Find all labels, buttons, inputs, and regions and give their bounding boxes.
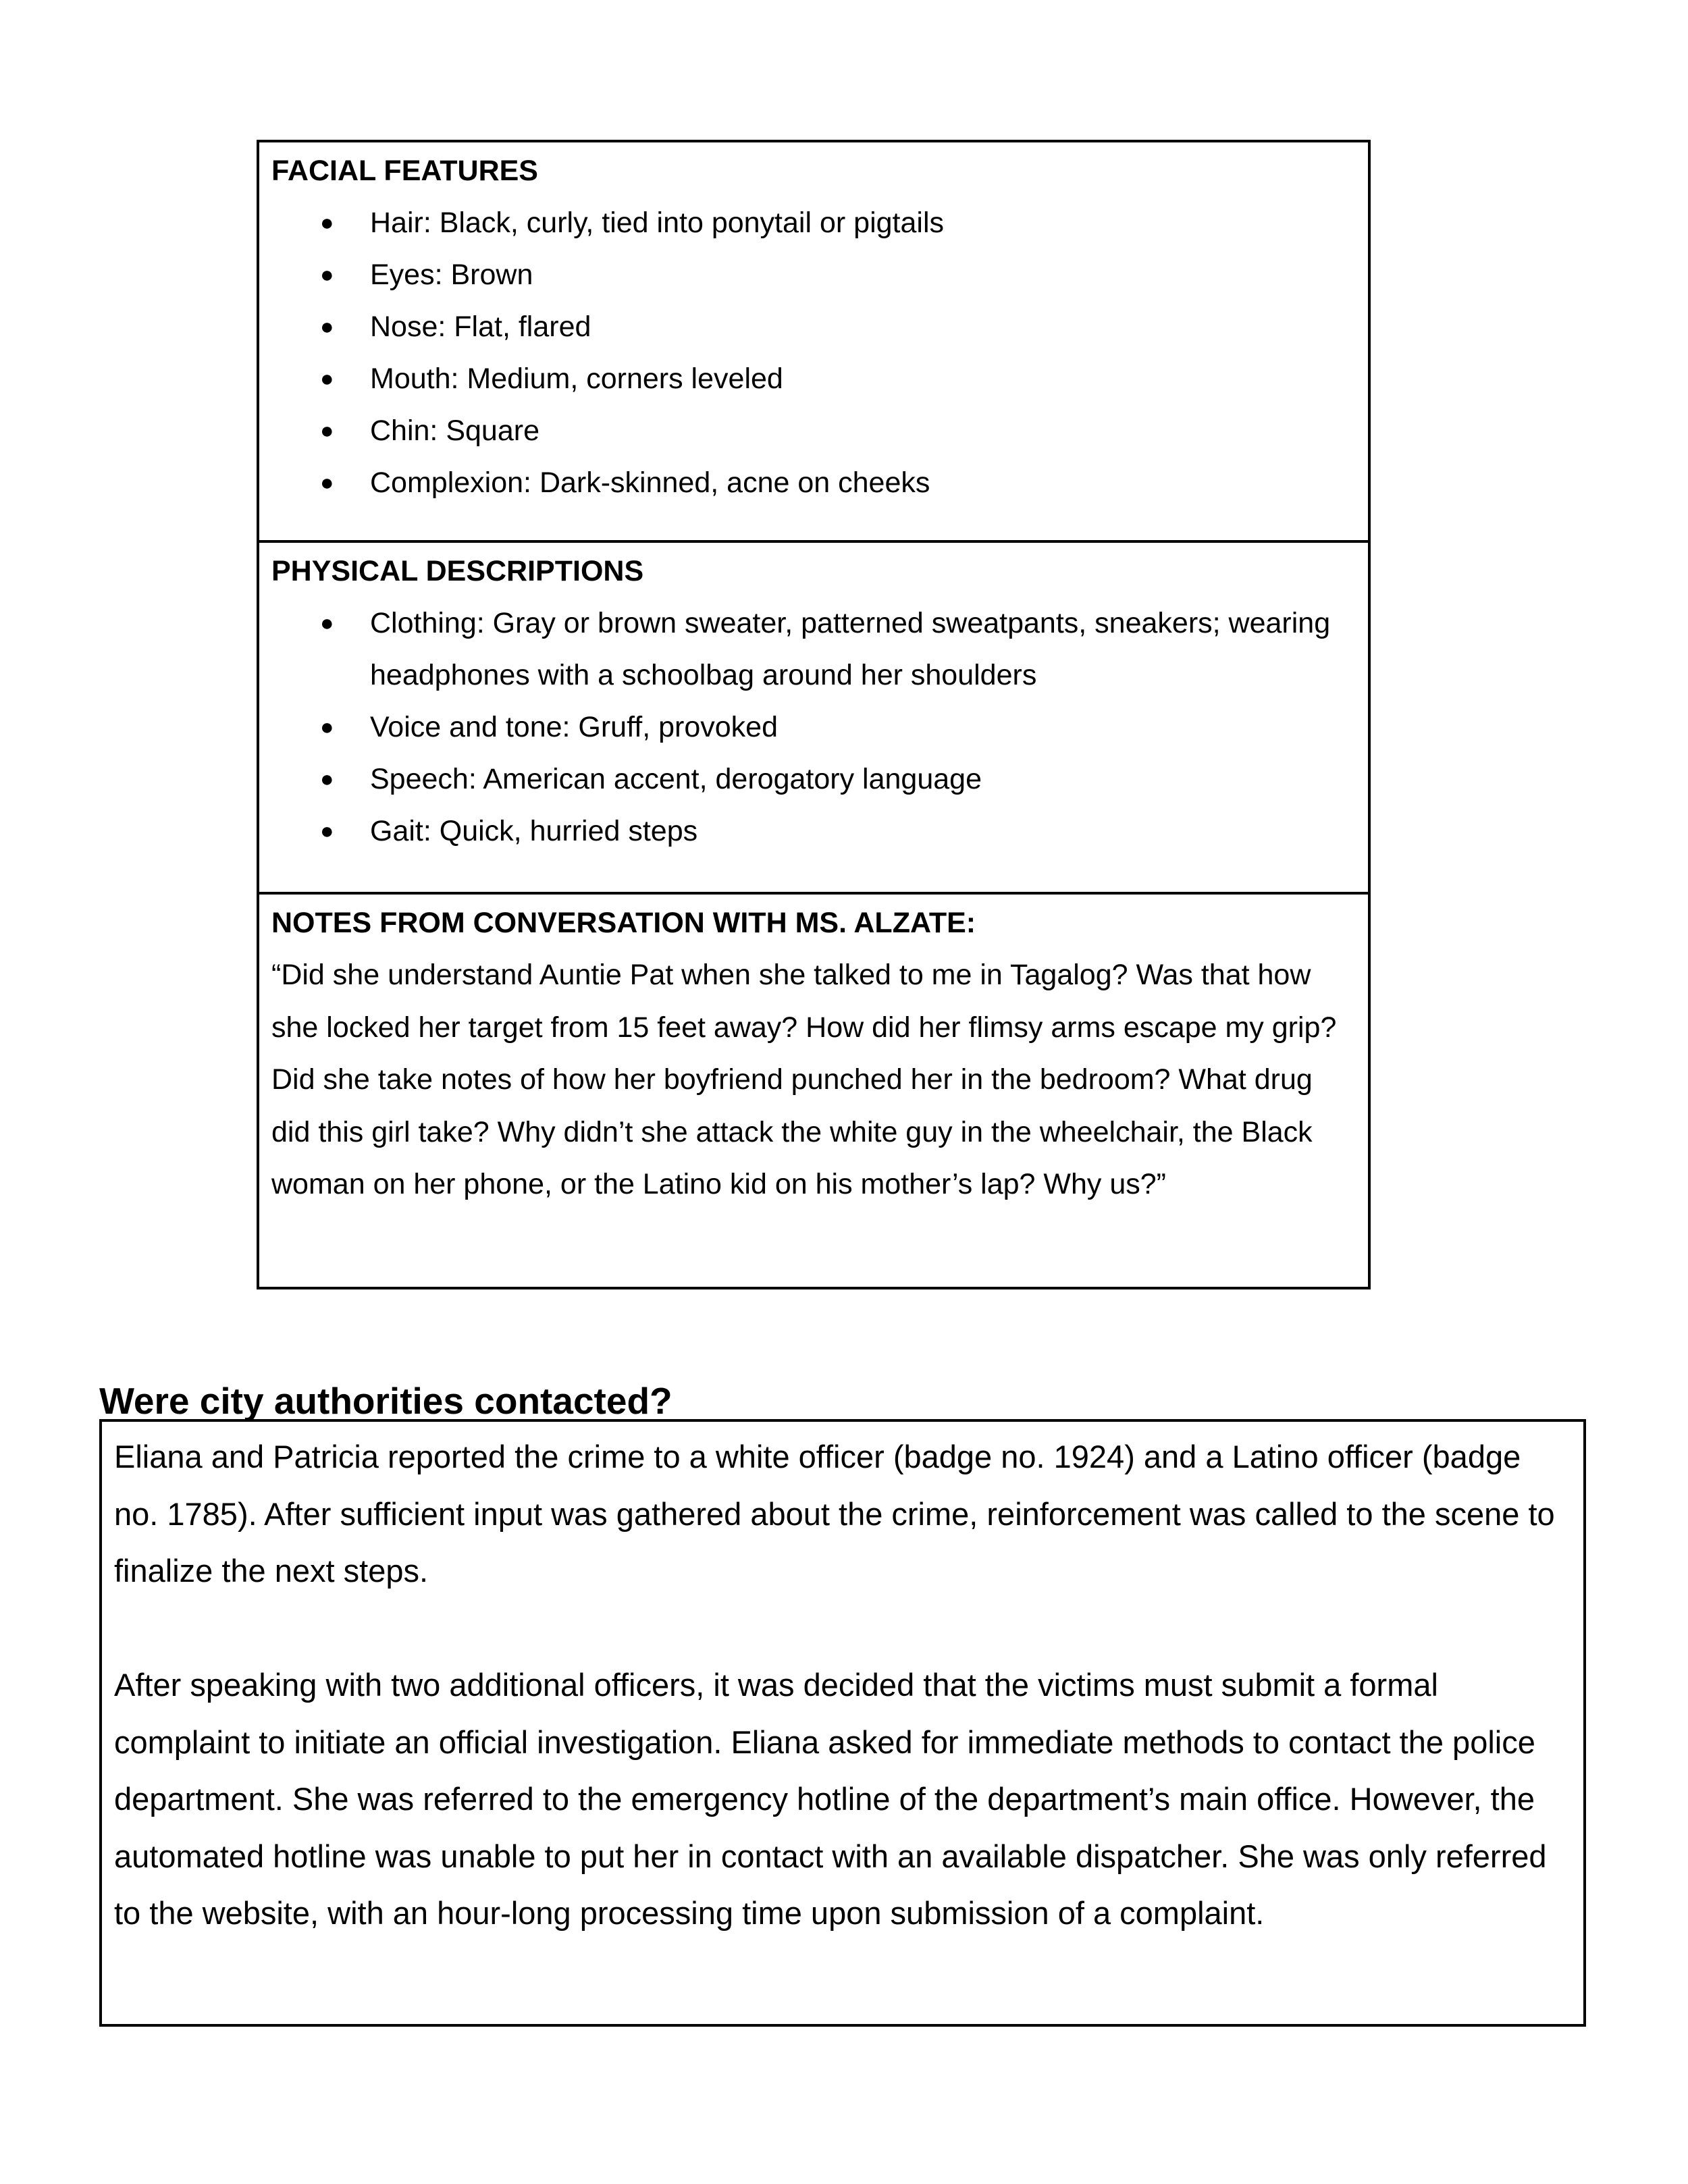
answer-paragraph: Eliana and Patricia reported the crime to a white officer (badge no. 1924) and a Latino officer (badge no. 1785). After sufficient input was gathered about the crime, reinforcement was called to the scene to finalize the next steps. [114,1439,1555,1589]
list-item: ● Hair: Black, curly, tied into ponytail or pigtails [271,197,1356,249]
bullet-icon: ● [320,470,334,496]
physical-descriptions-list [271,597,1356,857]
bullet-icon: ● [320,210,334,236]
bullet-icon: ● [320,610,334,636]
bullet-icon: ● [320,766,334,792]
facial-features-list [271,197,1356,509]
authorities-heading: Were city authorities contacted? [99,1380,672,1422]
bullet-icon: ● [320,366,334,392]
bullet-icon: ● [320,714,334,740]
conversation-notes-cell [259,892,1368,1287]
list-item: ● Chin: Square [271,405,1356,457]
facial-features-heading: FACIAL FEATURES [271,155,538,187]
suspect-description-table [257,140,1371,1289]
list-item: ● Voice and tone: Gruff, provoked [271,701,1356,753]
list-item: ● Speech: American accent, derogatory language [271,753,1356,805]
bullet-icon: ● [320,418,334,444]
bullet-icon: ● [320,314,334,340]
conversation-quote: “Did she understand Auntie Pat when she talked to me in Tagalog? Was that how she locked her target from 15 feet away? How did her flimsy arms escape my grip? Did she take notes of how her boyfriend punched her in the bedroom? What drug did this girl take? Why didn’t she attack the white guy in the wheelchair, the Black woman on her phone, or the Latino kid on his mother’s lap? Why us?” [271,959,1337,1200]
bullet-icon: ● [320,818,334,844]
list-item: ● Clothing: Gray or brown sweater, patterned sweatpants, sneakers; wearing headphones with a schoolbag around her shoulders [271,597,1356,701]
list-item: ● Complexion: Dark-skinned, acne on cheeks [271,457,1356,509]
authorities-answer-box [99,1419,1586,2027]
bullet-icon: ● [320,262,334,288]
list-item: ● Mouth: Medium, corners leveled [271,353,1356,405]
list-item: ● Nose: Flat, flared [271,301,1356,353]
list-item: ● Eyes: Brown [271,249,1356,301]
physical-descriptions-cell [259,540,1368,892]
answer-paragraph: After speaking with two additional officers, it was decided that the victims must submit a formal complaint to initiate an official investigation. Eliana asked for immediate methods to contact the police department. She was referred to the emergency hotline of the department’s main office. However, the automated hotline was unable to put her in contact with an available dispatcher. She was only referred to the website, with an hour-long processing time upon submission of a complaint. [114,1667,1547,1931]
physical-descriptions-heading: PHYSICAL DESCRIPTIONS [271,555,644,587]
list-item: ● Gait: Quick, hurried steps [271,805,1356,857]
conversation-notes-heading: NOTES FROM CONVERSATION WITH MS. ALZATE: [271,907,976,939]
facial-features-cell [259,142,1368,540]
